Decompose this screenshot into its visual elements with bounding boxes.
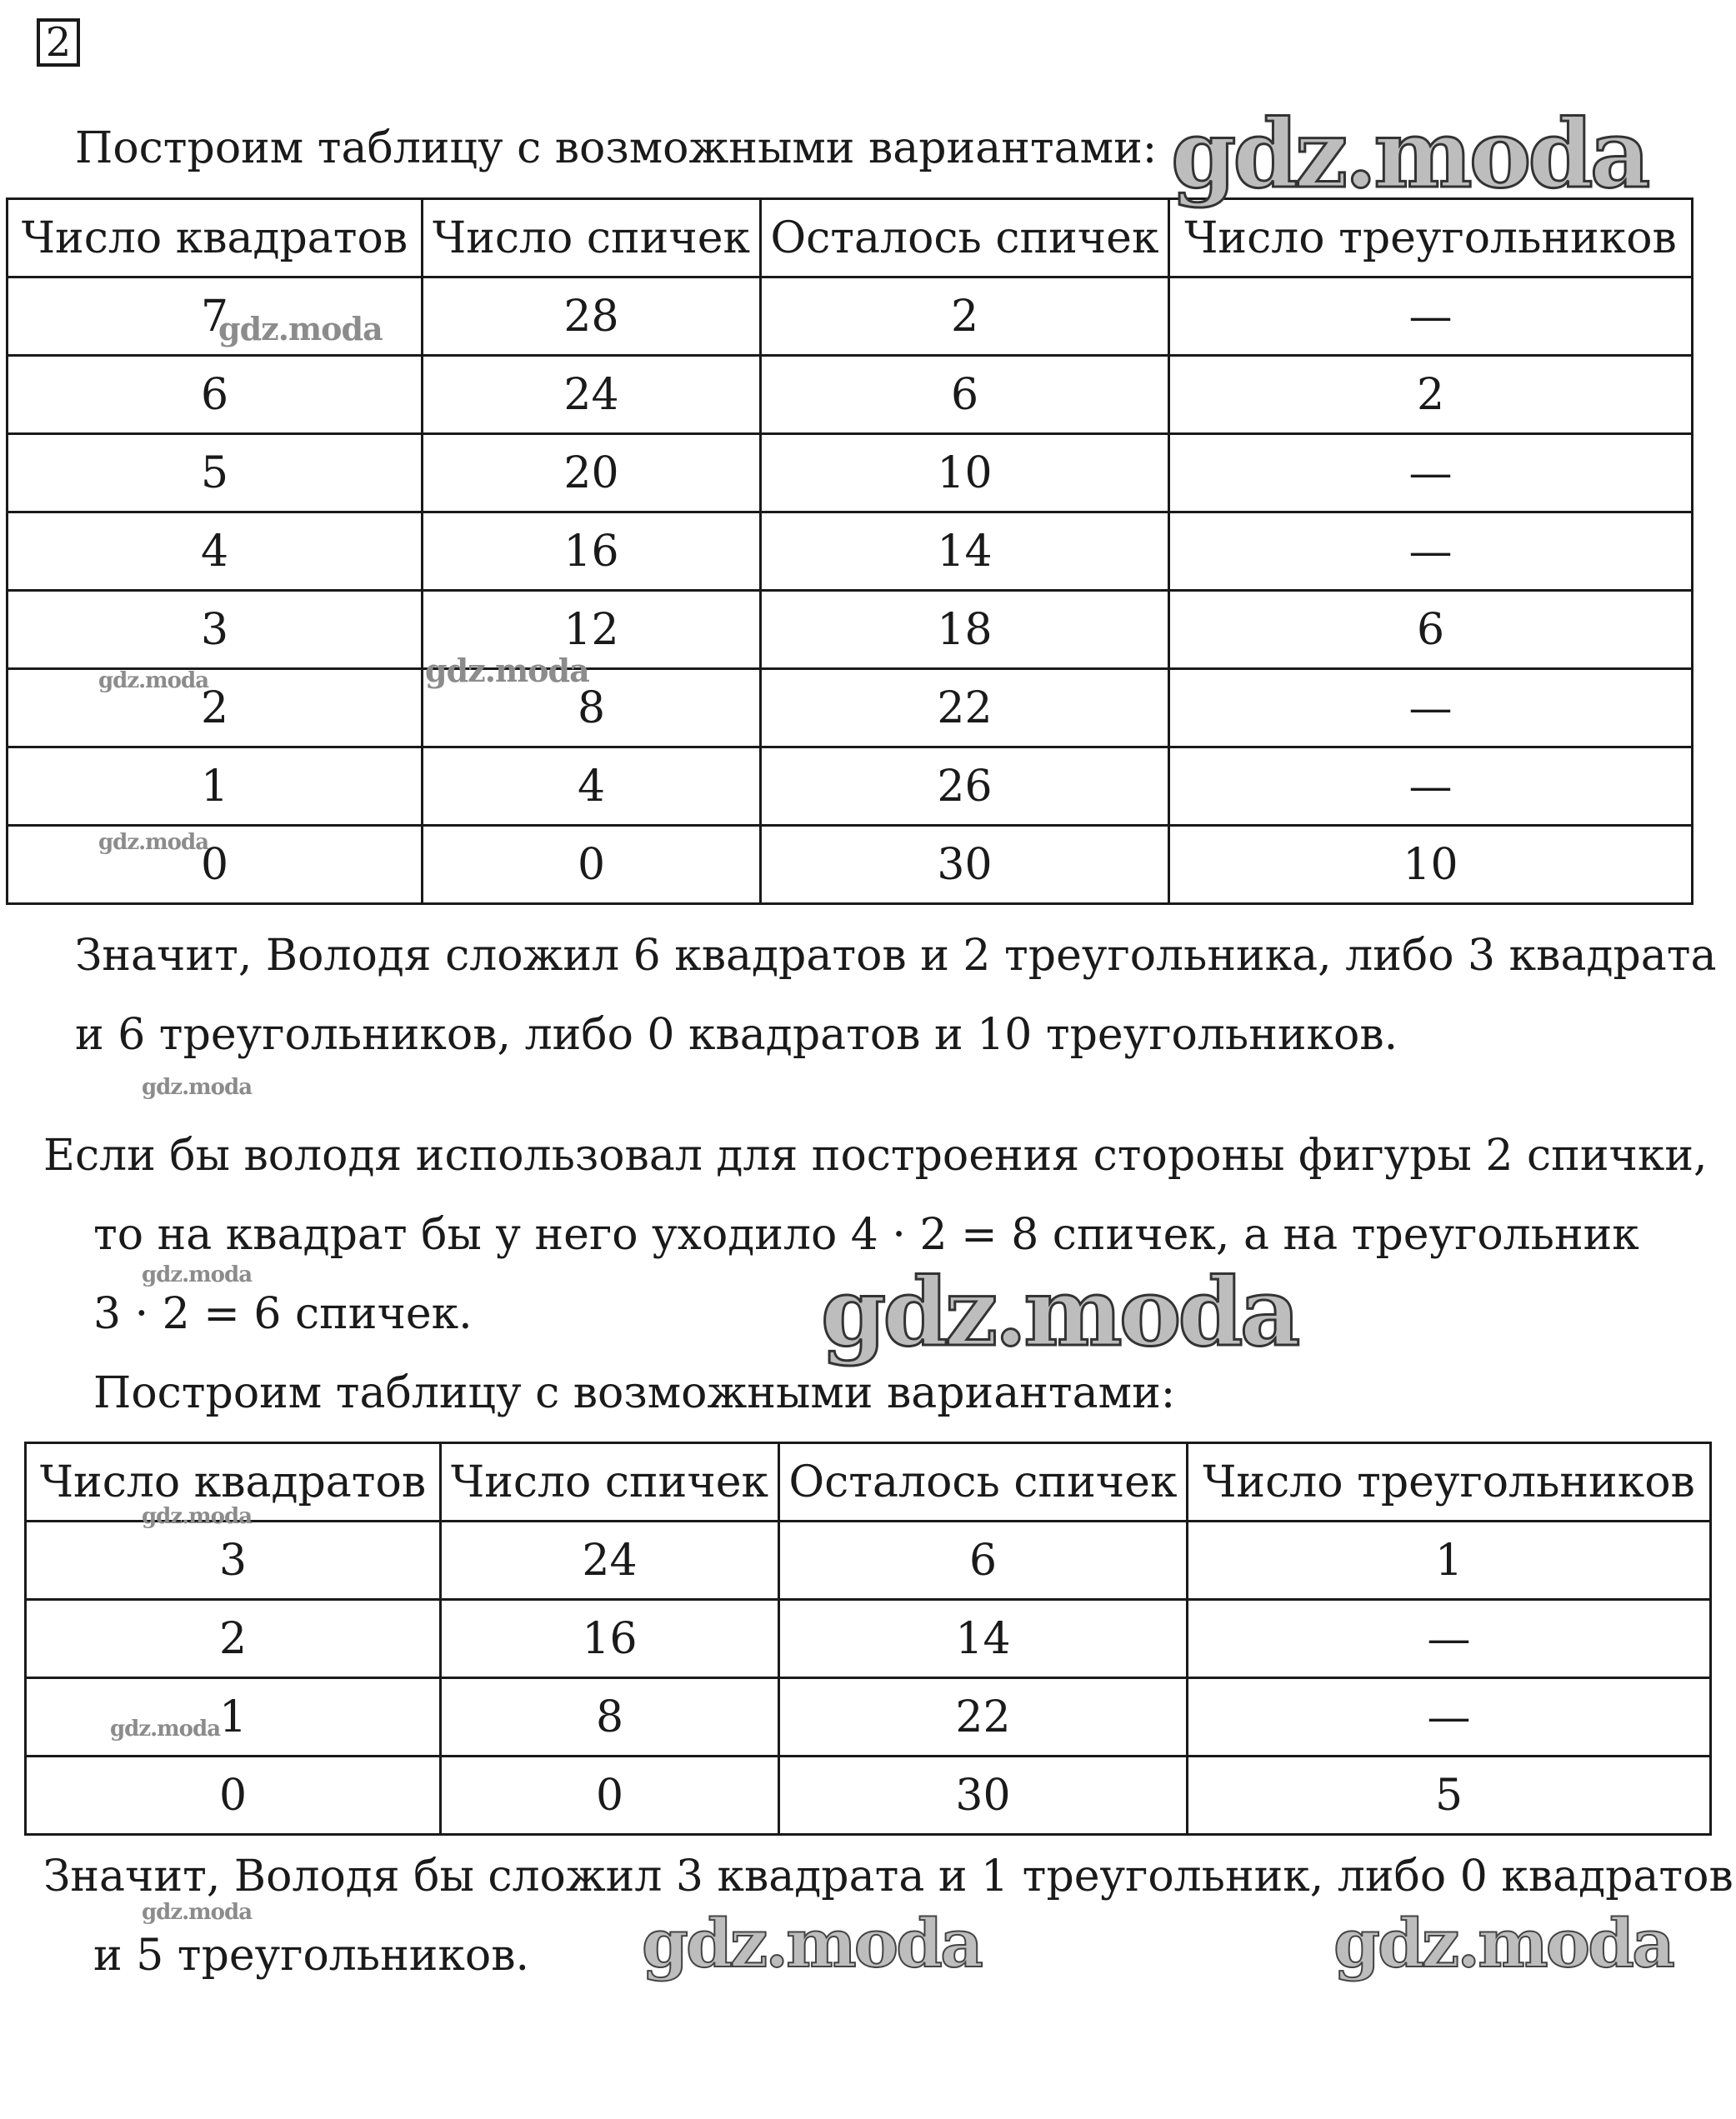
table-cell: 5 [8, 434, 423, 512]
table-row [8, 434, 1693, 512]
table-row [26, 1600, 1711, 1678]
table-cell: 12 [423, 591, 761, 669]
table-cell: 6 [8, 356, 423, 434]
table-cell: 14 [761, 512, 1169, 591]
watermark-logo: gdz.moda [98, 668, 209, 693]
watermark-logo: gdz.moda [1333, 1904, 1673, 1982]
table-cell: 14 [779, 1600, 1188, 1678]
table-row [8, 591, 1693, 669]
watermark-logo: gdz.moda [98, 830, 209, 855]
table-cell: 20 [423, 434, 761, 512]
table-cell: 1 [26, 1678, 441, 1757]
table-row [8, 826, 1693, 904]
table-cell: 10 [761, 434, 1169, 512]
header-squares: Число квадратов [26, 1443, 441, 1522]
table-cell: 0 [8, 826, 423, 904]
watermark-logo: gdz.moda [110, 1717, 221, 1742]
table-cell: 5 [1188, 1757, 1711, 1835]
table-cell: 10 [1169, 826, 1693, 904]
variants-table-1 [6, 197, 1693, 905]
table-cell: 2 [761, 277, 1169, 356]
table-cell: 18 [761, 591, 1169, 669]
conclusion-1-line-2: и 6 треугольников, либо 0 квадратов и 10 треугольников. [75, 1010, 1398, 1060]
table-row [8, 512, 1693, 591]
header-remaining: Осталось спичек [761, 199, 1169, 277]
table-cell: 16 [423, 512, 761, 591]
table-cell: — [1169, 747, 1693, 826]
table-cell: 6 [761, 356, 1169, 434]
header-triangles: Число треугольников [1188, 1443, 1711, 1522]
watermark-logo: gdz.moda [142, 1900, 253, 1925]
table-cell: 24 [423, 356, 761, 434]
table-cell: 2 [1169, 356, 1693, 434]
table-cell: 3 [8, 591, 423, 669]
table-row [26, 1678, 1711, 1757]
intro-text-2: Построим таблицу с возможными вариантами: [93, 1368, 1176, 1418]
table-cell: 0 [423, 826, 761, 904]
paragraph-2-line-1: Если бы володя использовал для построения стороны фигуры 2 спички, [43, 1131, 1708, 1181]
table-cell: 26 [761, 747, 1169, 826]
watermark-logo: gdz.moda [218, 310, 383, 347]
table-cell: 6 [779, 1522, 1188, 1600]
table-row [8, 356, 1693, 434]
watermark-logo: gdz.moda [1171, 100, 1648, 209]
conclusion-2-line-2: и 5 треугольников. [93, 1931, 530, 1981]
table-cell: 1 [1188, 1522, 1711, 1600]
table-cell: 16 [441, 1600, 779, 1678]
header-remaining: Осталось спичек [779, 1443, 1188, 1522]
watermark-logo: gdz.moda [142, 1075, 253, 1100]
table-cell: 1 [8, 747, 423, 826]
table-cell: — [1169, 277, 1693, 356]
table-cell: — [1188, 1600, 1711, 1678]
table-cell: 4 [8, 512, 423, 591]
table-cell: 4 [423, 747, 761, 826]
table-cell: 22 [761, 669, 1169, 747]
table-cell: 0 [441, 1757, 779, 1835]
table-cell: 2 [26, 1600, 441, 1678]
table-row [26, 1757, 1711, 1835]
table-header-row [26, 1443, 1711, 1522]
watermark-logo: gdz.moda [821, 1258, 1298, 1367]
variants-table-2 [24, 1442, 1712, 1836]
watermark-logo: gdz.moda [142, 1262, 253, 1287]
table-row [8, 669, 1693, 747]
table-cell: — [1169, 434, 1693, 512]
paragraph-2-line-2: то на квадрат бы у него уходило 4 · 2 = 8 спичек, а на треугольник [93, 1210, 1639, 1260]
header-matches: Число спичек [423, 199, 761, 277]
table-cell: — [1169, 669, 1693, 747]
table-cell: 24 [441, 1522, 779, 1600]
intro-text-1: Построим таблицу с возможными вариантами: [75, 123, 1158, 173]
table-cell: 30 [779, 1757, 1188, 1835]
header-squares: Число квадратов [8, 199, 423, 277]
table-cell: 22 [779, 1678, 1188, 1757]
table-header-row [8, 199, 1693, 277]
watermark-logo: gdz.moda [142, 1504, 253, 1529]
conclusion-2-line-1: Значит, Володя бы сложил 3 квадрата и 1 треугольник, либо 0 квадратов [43, 1852, 1733, 1902]
table-row [26, 1522, 1711, 1600]
table-cell: 28 [423, 277, 761, 356]
table-cell: — [1169, 512, 1693, 591]
conclusion-1-line-1: Значит, Володя сложил 6 квадратов и 2 треугольника, либо 3 квадрата [75, 931, 1717, 981]
table-cell: 0 [26, 1757, 441, 1835]
table-cell: 8 [441, 1678, 779, 1757]
table-cell: 30 [761, 826, 1169, 904]
watermark-logo: gdz.moda [642, 1904, 981, 1982]
table-cell: 8 [423, 669, 761, 747]
header-matches: Число спичек [441, 1443, 779, 1522]
table-cell: 6 [1169, 591, 1693, 669]
paragraph-2-line-3: 3 · 2 = 6 спичек. [93, 1289, 473, 1339]
table-cell: 3 [26, 1522, 441, 1600]
watermark-logo: gdz.moda [425, 652, 589, 689]
table-cell: 2 [8, 669, 423, 747]
table-cell: 7 [8, 277, 423, 356]
header-triangles: Число треугольников [1169, 199, 1693, 277]
table-cell: — [1188, 1678, 1711, 1757]
task-number: 2 [37, 18, 80, 67]
table-row [8, 747, 1693, 826]
